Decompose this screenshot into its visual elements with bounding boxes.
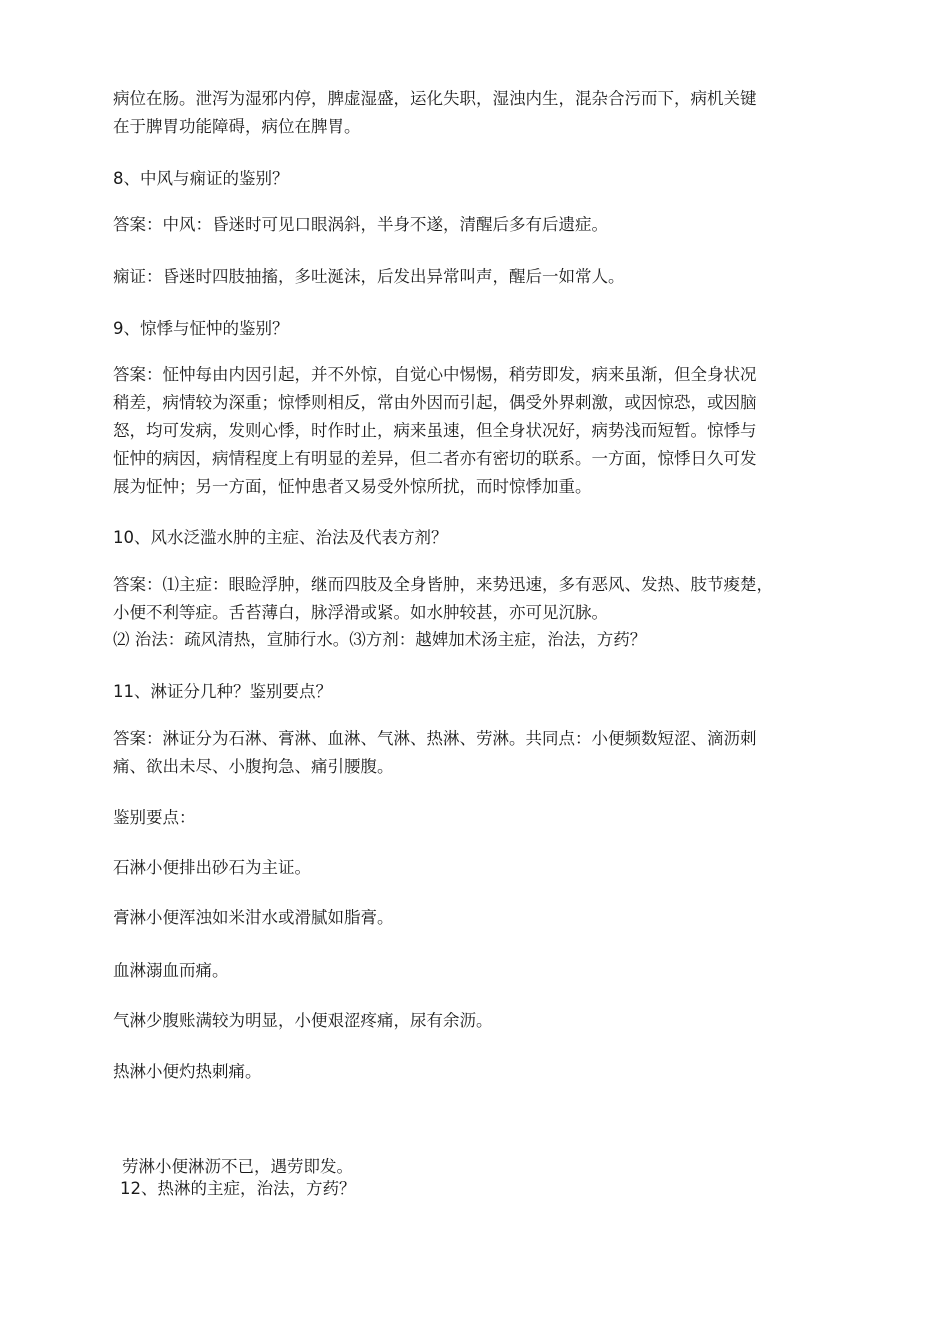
list-item: 劳淋小便淋沥不已，遇劳即发。	[122, 1157, 353, 1176]
answer-11-line: 痛、欲出未尽、小腹拘急、痛引腰腹。	[113, 757, 394, 776]
list-item: 血淋溺血而痛。	[113, 961, 229, 980]
answer-9-line: 展为怔忡；另一方面，怔忡患者又易受外惊所扰，而时惊悸加重。	[113, 477, 592, 496]
key-points-heading: 鉴别要点：	[113, 808, 196, 827]
list-item: 热淋小便灼热刺痛。	[113, 1062, 262, 1081]
answer-11-line: 答案：淋证分为石淋、膏淋、血淋、气淋、热淋、劳淋。共同点：小便频数短涩、滴沥刺	[113, 729, 757, 748]
answer-8-line: 痫证：昏迷时四肢抽搐，多吐涎沫，后发出异常叫声，醒后一如常人。	[113, 267, 625, 286]
answer-10-line: ⑵ 治法：疏风清热，宣肺行水。⑶方剂：越婢加术汤主症，治法，方药？	[113, 630, 647, 649]
answer-8-line: 答案：中风：昏迷时可见口眼涡斜，半身不遂，清醒后多有后遗症。	[113, 215, 608, 234]
answer-9-line: 稍差，病情较为深重；惊悸则相反，常由外因而引起，偶受外界刺激，或因惊恐，或因脑	[113, 393, 757, 412]
answer-9-line: 怔忡的病因，病情程度上有明显的差异，但二者亦有密切的联系。一方面，惊悸日久可发	[113, 449, 757, 468]
answer-9-line: 怒，均可发病，发则心悸，时作时止，病来虽速，但全身状况好，病势浅而短暂。惊悸与	[113, 421, 757, 440]
question-9: 9、惊悸与怔忡的鉴别？	[113, 319, 289, 338]
question-12: 12、热淋的主症，治法，方药？	[120, 1179, 356, 1198]
list-item: 石淋小便排出砂石为主证。	[113, 858, 311, 877]
list-item: 膏淋小便浑浊如米泔水或滑腻如脂膏。	[113, 908, 394, 927]
question-11: 11、淋证分几种？鉴别要点？	[113, 682, 332, 701]
answer-9-line: 答案：怔忡每由内因引起，并不外惊，自觉心中惕惕，稍劳即发，病来虽渐，但全身状况	[113, 365, 757, 384]
question-10: 10、风水泛滥水肿的主症、治法及代表方剂？	[113, 528, 448, 547]
answer-10-line: 小便不利等症。舌苔薄白，脉浮滑或紧。如水肿较甚，亦可见沉脉。	[113, 603, 608, 622]
paragraph-line: 在于脾胃功能障碍，病位在脾胃。	[113, 117, 361, 136]
paragraph-line: 病位在肠。泄泻为湿邪内停，脾虚湿盛，运化失职，湿浊内生，混杂合污而下，病机关键	[113, 89, 757, 108]
answer-10-line: 答案：⑴主症：眼睑浮肿，继而四肢及全身皆肿，来势迅速，多有恶风、发热、肢节痠楚，	[113, 575, 773, 594]
question-8: 8、中风与痫证的鉴别？	[113, 169, 289, 188]
list-item: 气淋少腹账满较为明显，小便艰涩疼痛，尿有余沥。	[113, 1011, 493, 1030]
